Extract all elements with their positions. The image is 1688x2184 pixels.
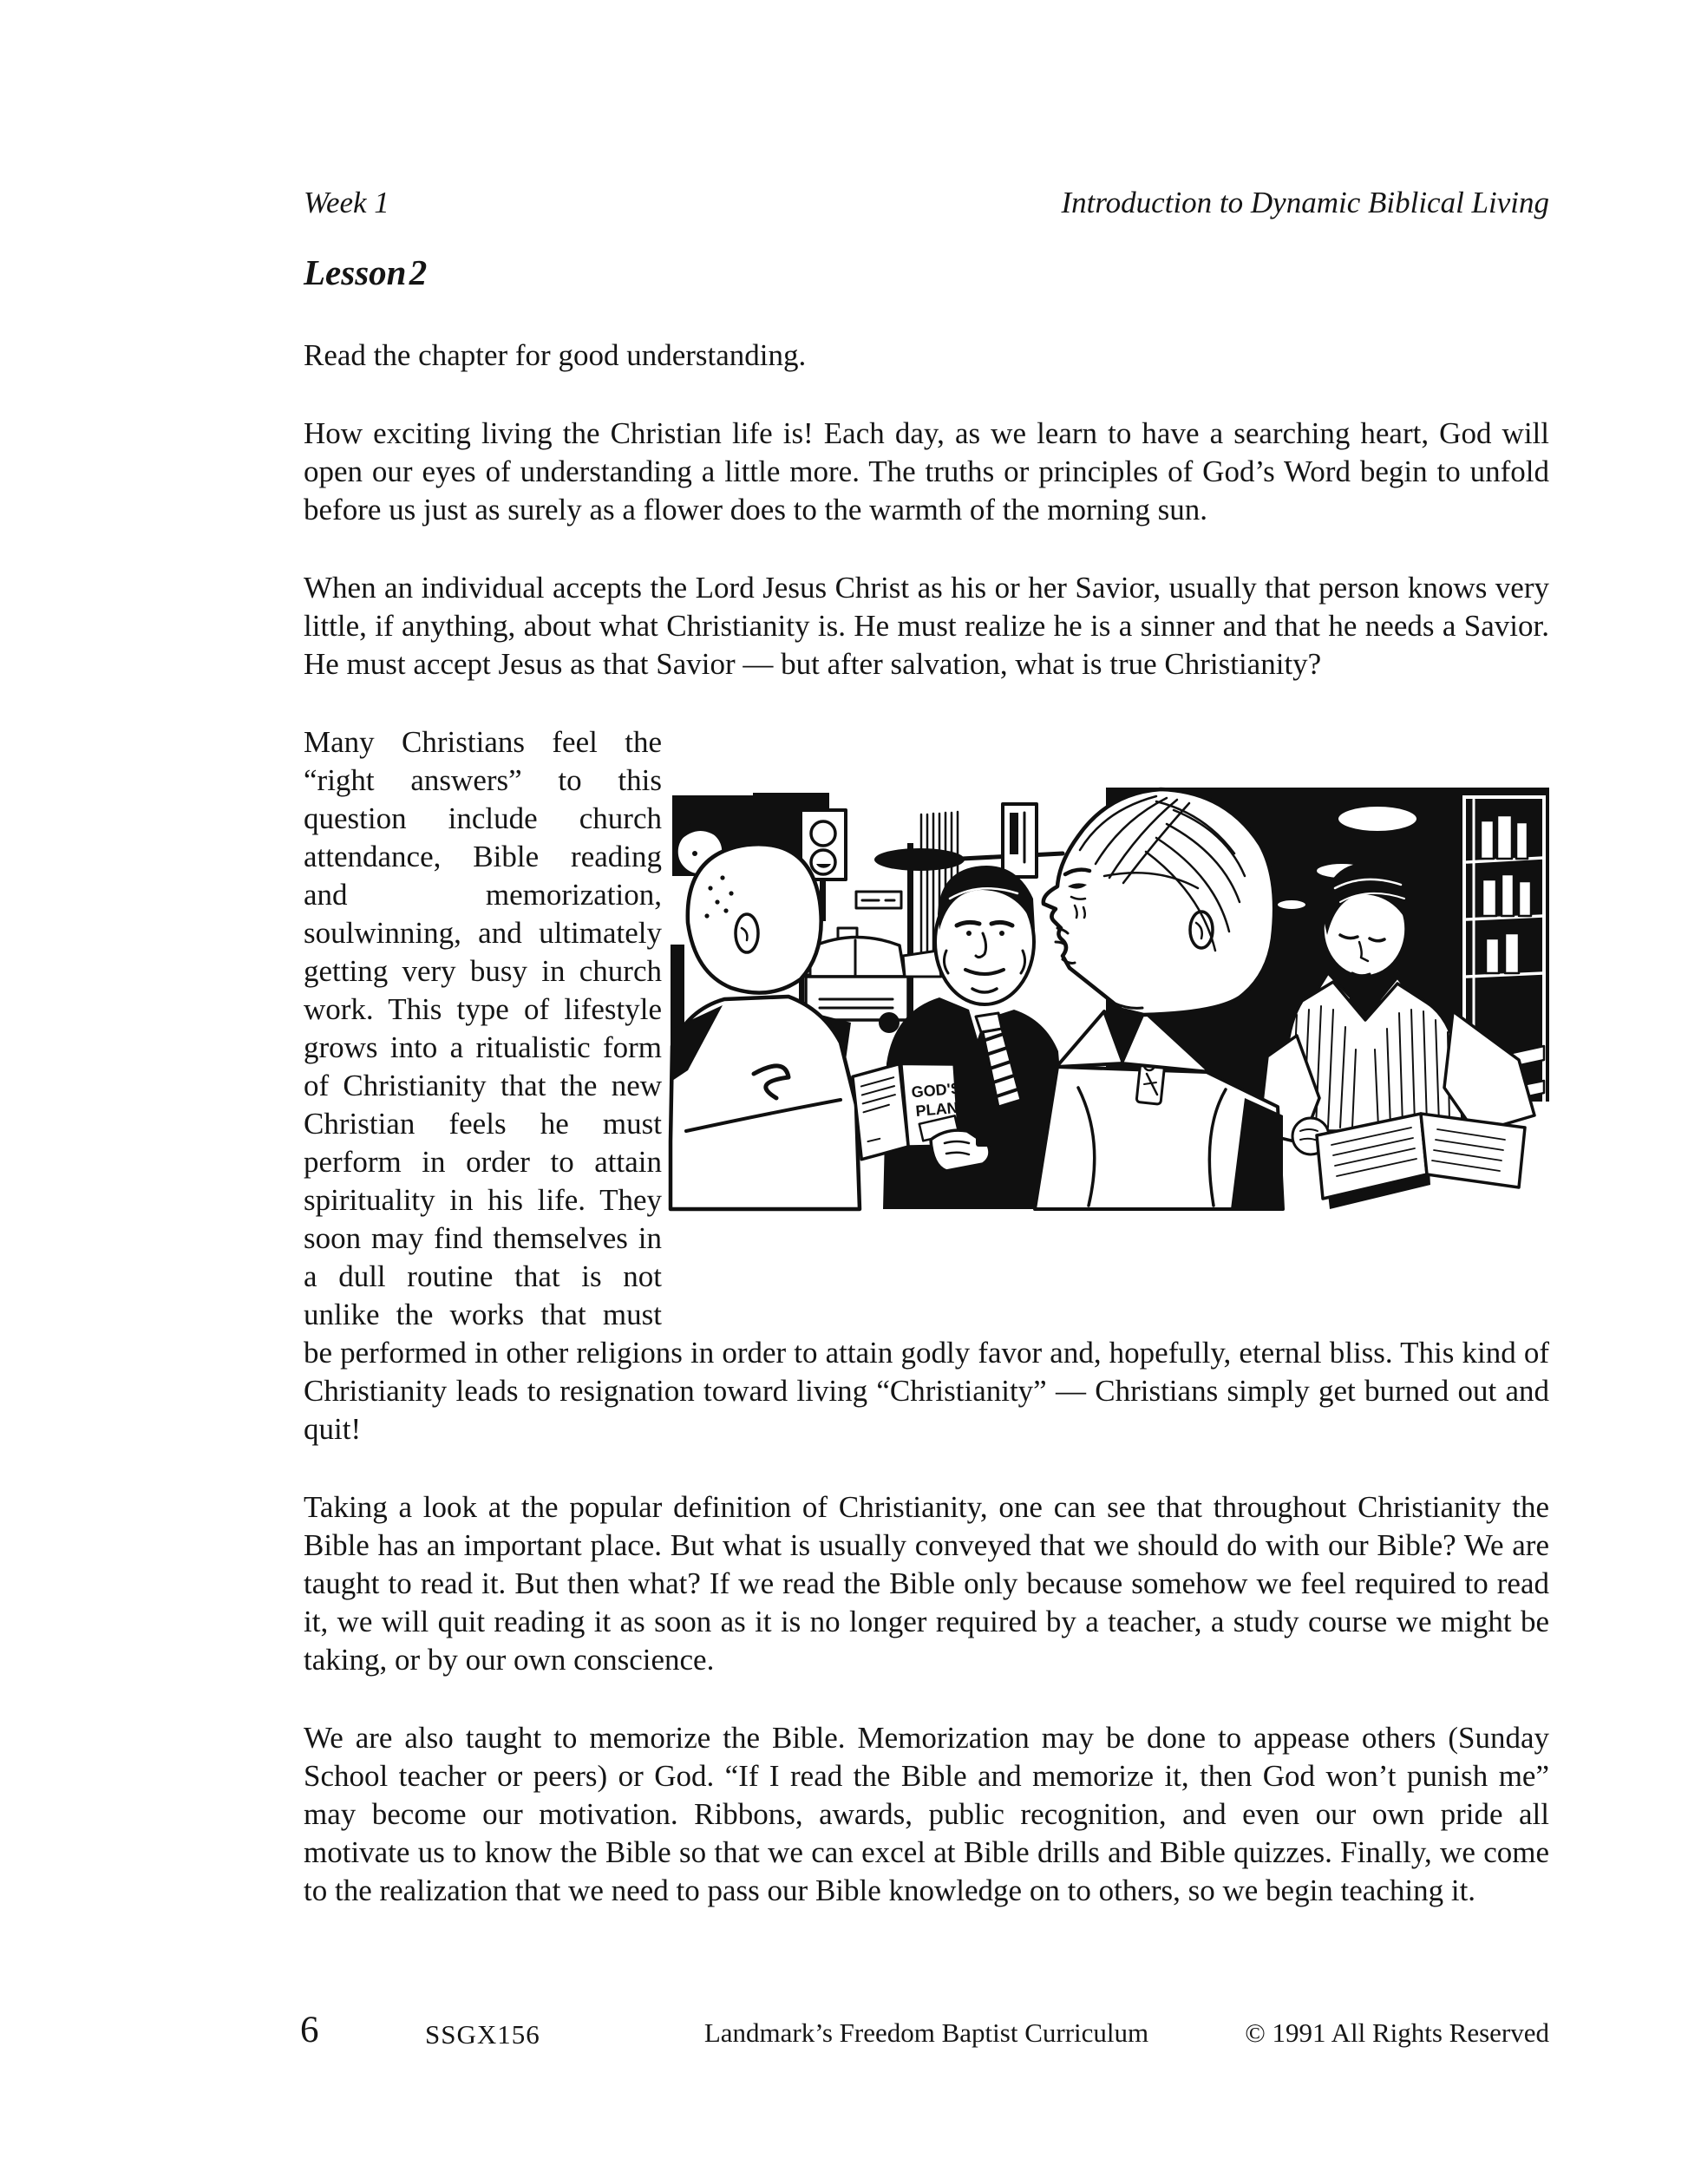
curriculum-code: SSGX156 bbox=[425, 2019, 540, 2050]
page-number: 6 bbox=[300, 2010, 319, 2050]
street-scene-illustration bbox=[662, 723, 1549, 1296]
open-book bbox=[1317, 1114, 1525, 1209]
tract-title-line1: GOD'S bbox=[910, 1079, 962, 1102]
page-content bbox=[304, 184, 1549, 1950]
running-header bbox=[304, 184, 1549, 222]
lesson-heading: Lesson 2 bbox=[304, 252, 428, 292]
paragraph-right-answers bbox=[304, 723, 1549, 1448]
tract-title-line2: PLAN bbox=[914, 1098, 959, 1121]
pedestrian-back-view bbox=[671, 844, 860, 1209]
paragraph-right-answers-text: Many Christians feel the “right answers” to this question include church attendance, Bible reading and memorization, soulwinning, and ultimately getting very busy in church work. This type of lifestyle grows into a ritualistic form of Christianity that the new Christian feels he must perform in order to attain spirituality in his life. They soon may find themselves in a dull routine that is not unlike the works that must be performed in other religions in order to attain godly favor and, hopefully, eternal bliss. This kind of Christianity leads to resignation toward living “Christianity” — Christians simply get burned out and quit! bbox=[304, 725, 1549, 1446]
publisher-name: Landmark’s Freedom Baptist Curriculum bbox=[703, 2017, 1149, 2048]
paragraph-instruction: Read the chapter for good understanding. bbox=[304, 338, 807, 372]
paragraph-exciting-life: How exciting living the Christian life is! Each day, as we learn to have a searching heart, God will open our eyes of understanding a little more. The truths or principles of God’s Word begin to unfold before us just as surely as a flower does to the warmth of the morning sun. bbox=[304, 416, 1549, 526]
header-week: Week 1 bbox=[304, 186, 389, 219]
paragraph-popular-definition: Taking a look at the popular definition of Christianity, one can see that throughout Christianity the Bible has an important place. But what is usually conveyed that we should do with our Bible? We are taught to read it. But then what? If we read the Bible only because somehow we feel required to read it, we will quit reading it as soon as it is no longer required by a teacher, a study course we might be taking, or by our own conscience. bbox=[304, 1490, 1549, 1677]
paragraph-memorize-bible: We are also taught to memorize the Bible. Memorization may be done to appease others (Sunday School teacher or peers) or God. “If I read the Bible and memorize it, then God won’t punish me” may become our motivation. Ribbons, awards, public recognition, and even our own pride all motivate us to know the Bible so that we can excel at Bible drills and Bible quizzes. Finally, we come to the realization that we need to pass our Bible knowledge on to others, so we begin teaching it. bbox=[304, 1721, 1549, 1907]
copyright-notice: © 1991 All Rights Reserved bbox=[1245, 2017, 1549, 2048]
page-footer bbox=[300, 2009, 1549, 2070]
paragraph-accepts-savior: When an individual accepts the Lord Jesus Christ as his or her Savior, usually that person knows very little, if anything, about what Christianity is. He must realize he is a sinner and that he needs a Savior. He must accept Jesus as that Savior — but after salvation, what is true Christianity? bbox=[304, 571, 1549, 681]
header-book-title: Introduction to Dynamic Biblical Living bbox=[1061, 186, 1549, 219]
street-sign bbox=[856, 892, 901, 908]
